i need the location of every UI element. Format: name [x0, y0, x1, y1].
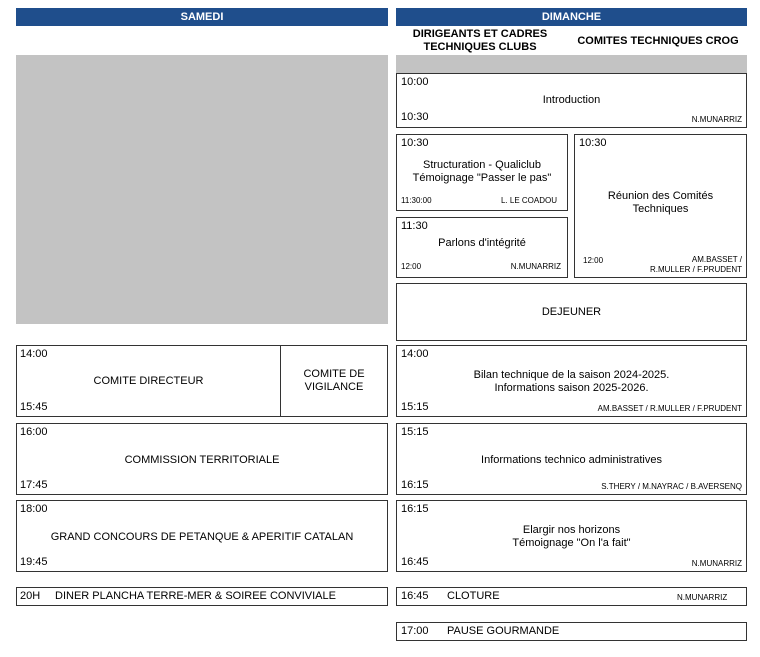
session-speaker: N.MUNARRIZ: [691, 115, 742, 124]
session-title: COMITE DIRECTEUR: [93, 375, 204, 387]
session-end-time: 16:45: [401, 556, 429, 568]
sunday-grey-bar: [396, 55, 747, 73]
session-speaker: L. LE COADOU: [500, 196, 557, 205]
session-end-time: 19:45: [20, 556, 48, 568]
session-bilan: [396, 345, 747, 417]
session-title: COMITE DE VIGILANCE: [303, 368, 365, 393]
session-comite-vigilance: [280, 345, 388, 417]
session-speaker: S.THERY / M.NAYRAC / B.AVERSENQ: [601, 482, 742, 491]
session-end-time: 17:45: [20, 479, 48, 491]
session-time: 16:45: [401, 590, 429, 602]
session-start-time: 14:00: [20, 348, 48, 360]
session-time: 17:00: [401, 625, 429, 637]
session-title: Structuration - Qualiclub Témoignage "Passer le pas": [412, 159, 552, 184]
session-infos-administratives: [396, 423, 747, 495]
session-start-time: 15:15: [401, 426, 429, 438]
session-start-time: 10:30: [401, 137, 429, 149]
subheader-clubs: DIRIGEANTS ET CADRES TECHNIQUES CLUBS: [412, 28, 548, 53]
session-title: Bilan technique de la saison 2024-2025. Informations saison 2025-2026.: [473, 369, 670, 394]
session-commission-territoriale: [16, 423, 388, 495]
session-title: Informations technico administratives: [481, 454, 662, 466]
session-title: Parlons d'intégrité: [438, 237, 526, 249]
session-structuration: [396, 134, 568, 211]
session-start-time: 10:00: [401, 76, 429, 88]
session-title: GRAND CONCOURS DE PETANQUE & APERITIF CATALAN: [50, 531, 354, 543]
session-comite-directeur: [16, 345, 281, 417]
session-start-time: 10:30: [579, 137, 607, 149]
session-time: 20H: [20, 590, 41, 602]
session-title: PAUSE GOURMANDE: [447, 625, 560, 637]
header-dimanche-label: DIMANCHE: [541, 11, 602, 23]
session-concours-petanque: [16, 500, 388, 572]
session-start-time: 16:00: [20, 426, 48, 438]
session-end-time: 12:00: [401, 262, 422, 271]
session-end-time: 15:15: [401, 401, 429, 413]
session-end-time: 16:15: [401, 479, 429, 491]
session-speaker: N.MUNARRIZ: [691, 559, 742, 568]
session-start-time: 14:00: [401, 348, 429, 360]
session-speaker: N.MUNARRIZ: [510, 262, 561, 271]
session-dejeuner: [396, 283, 747, 341]
session-title: CLOTURE: [447, 590, 500, 602]
session-speaker: N.MUNARRIZ: [677, 593, 728, 602]
session-start-time: 11:30: [401, 220, 428, 232]
session-horizons: [396, 500, 747, 572]
session-diner: [16, 587, 388, 606]
session-title: DINER PLANCHA TERRE-MER & SOIREE CONVIVIALE: [55, 590, 336, 602]
session-title: Introduction: [542, 94, 601, 106]
session-speaker: AM.BASSET / R.MULLER / F.PRUDENT: [597, 404, 742, 413]
session-speaker: AM.BASSET / R.MULLER / F.PRUDENT: [649, 255, 742, 274]
header-dimanche: [396, 8, 747, 26]
session-title: COMMISSION TERRITORIALE: [124, 454, 280, 466]
session-title: Elargir nos horizons Témoignage "On l'a fait": [512, 524, 631, 549]
session-title: DEJEUNER: [541, 306, 602, 318]
session-pause-gourmande: [396, 622, 747, 641]
session-end-time: 11:30:00: [401, 196, 432, 205]
session-cloture: [396, 587, 747, 606]
session-end-time: 15:45: [20, 401, 48, 413]
session-title: Réunion des Comités Techniques: [607, 190, 714, 215]
session-integrite: [396, 217, 568, 278]
session-reunion-comites: [574, 134, 747, 278]
session-start-time: 16:15: [401, 503, 429, 515]
saturday-morning-blank: [16, 55, 388, 324]
session-end-time: 12:00: [583, 256, 604, 265]
session-introduction: [396, 73, 747, 128]
header-samedi-label: SAMEDI: [180, 11, 224, 23]
session-end-time: 10:30: [401, 111, 429, 123]
header-samedi: [16, 8, 388, 26]
subheader-crog: COMITES TECHNIQUES CROG: [577, 35, 739, 47]
session-start-time: 18:00: [20, 503, 48, 515]
